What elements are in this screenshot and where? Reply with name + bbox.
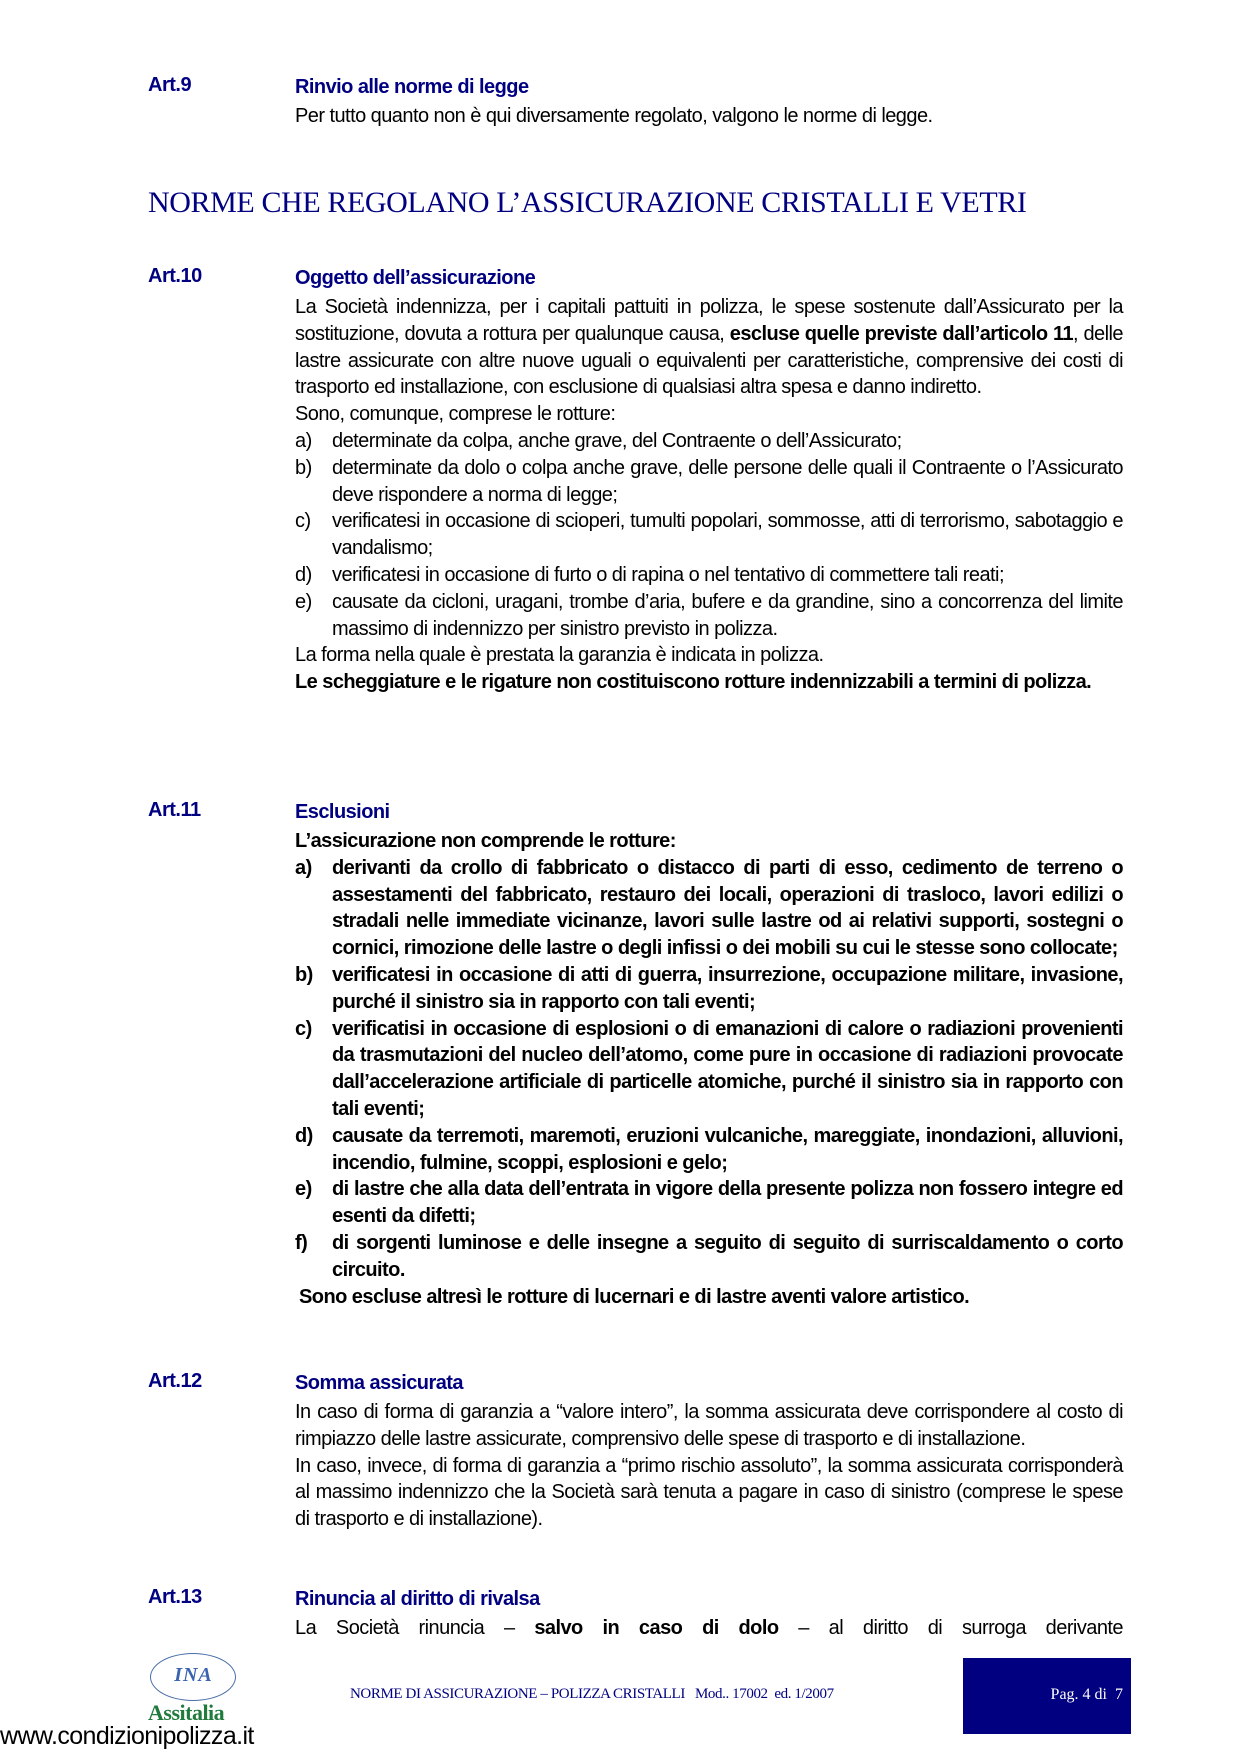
list-item-text: derivanti da crollo di fabbricato o distacco di parti di esso, cedimento de terreno o assestamenti del fabbricato, restauro dei locali, operazioni di trasloco, lavori edilizi o stradali nelle immediate vicinanze, lavori sulle lastre od ai relativi supporti, sostegni o cornici, rimozione delle lastre o degli infissi o dei mobili su cui le stesse sono collocate; [332,856,1123,960]
article-number: Art.13 [148,1586,202,1608]
body-bold-text: salvo in caso di dolo [534,1617,779,1639]
list-item [295,1123,1123,1177]
watermark-url[interactable]: www.condizionipolizza.it [0,1722,254,1750]
page-number: Pag. 4 di 7 [1050,1686,1123,1703]
list-item-label: c) [295,1017,312,1040]
logo-subtext: Assitalia [148,1700,225,1725]
list-item-text: di sorgenti luminose e delle insegne a seguito di seguito di surriscaldamento o corto circuito. [332,1231,1123,1281]
ina-logo [150,1653,238,1703]
article-body [295,1615,1123,1642]
article-number: Art.10 [148,265,202,287]
logo-text: INA [174,1664,213,1686]
list-item-text: verificatesi in occasione di scioperi, tumulti popolari, sommosse, atti di terrorismo, sabotaggio e vandalismo; [332,510,1123,560]
article-note-bold: Le scheggiature e le rigature non costituiscono rotture indennizzabili a termini di polizza. [295,671,1092,694]
body-bold-text: escluse quelle previste dall’articolo 11 [729,322,1074,345]
article-body [295,294,1123,401]
list-item-text: verificatesi in occasione di furto o di rapina o nel tentativo di commettere tali reati; [332,563,1004,586]
list-item [295,589,1123,643]
article-paragraph: In caso, invece, di forma di garanzia a “primo rischio assoluto”, la somma assicurata corrisponderà al massimo indennizzo che la Società sarà tenuta a pagare in caso di sinistro (comprese le spese di trasporto e di installazione). [295,1454,1123,1531]
list-intro: Sono, comunque, comprese le rotture: [295,403,616,426]
list-item-label: d) [295,1124,313,1147]
list-intro: L’assicurazione non comprende le rotture: [295,830,676,852]
list-item-label: a) [295,429,312,452]
body-text: – al diritto di surroga derivante [778,1617,1124,1639]
list-item [295,855,1123,962]
list-item-text: di lastre che alla data dell’entrata in vigore della presente polizza non fossero integre ed esenti da difetti; [332,1178,1123,1228]
list-item-text: verificatisi in occasione di esplosioni o di emanazioni di calore o radiazioni provenienti da trasmutazioni del nucleo dell’atomo, come pure in occasione di radiazioni provocate dall’accelerazione artificiale di particelle atomiche, purché il sinistro sia in rapporto con tali eventi; [332,1017,1123,1120]
list-item-text: causate da terremoti, maremoti, eruzioni vulcaniche, mareggiate, inondazioni, alluvioni, incendio, fulmine, scoppi, esplosioni e gelo; [332,1124,1123,1174]
list-item-text: causate da cicloni, uragani, trombe d’aria, bufere e da grandine, sino a concorrenza del limite massimo di indennizzo per sinistro previsto in polizza. [332,590,1123,640]
article-note: La forma nella quale è prestata la garanzia è indicata in polizza. [295,644,824,667]
list-item [295,1230,1123,1284]
article-title: Oggetto dell’assicurazione [295,267,536,289]
list-item [295,1176,1123,1230]
list-item-label: d) [295,563,312,586]
list-item-label: c) [295,510,311,533]
article-number: Art.12 [148,1370,202,1392]
body-text: La Società rinuncia – [295,1617,535,1639]
article-number: Art.11 [148,799,201,821]
page-number-box [963,1658,1131,1734]
list-item [295,508,1123,562]
footer-doc-title: NORME DI ASSICURAZIONE – POLIZZA CRISTALLI Mod.. 17002 ed. 1/2007 [350,1686,834,1702]
body-text: La Società indennizza, per i capitali pattuiti in polizza, le spese sostenute dall’Assicurato per la sostituzione, dovuta a rottura per qualunque causa, [295,296,1123,345]
list-item [295,455,1123,509]
list-item-label: b) [295,963,313,986]
list-item [295,962,1123,1016]
article-11 [295,796,1123,1310]
article-number: Art.9 [148,74,192,96]
list-item [295,428,1123,455]
article-title: Esclusioni [295,801,390,823]
list-item-label: e) [295,1178,312,1201]
article-12 [295,1367,1123,1533]
article-10 [295,262,1123,696]
article-note-bold: Sono escluse altresì le rotture di lucernari e di lastre aventi valore artistico. [299,1285,970,1308]
list-item-label: b) [295,456,312,479]
list-item-label: f) [295,1231,308,1254]
list-item-label: e) [295,590,312,613]
list-item-text: determinate da colpa, anche grave, del Contraente o dell’Assicurato; [332,429,902,452]
body-text: , delle lastre assicurate con altre nuove uguali o equivalenti per caratteristiche, comprensive dei costi di trasporto ed installazione, con esclusione di qualsiasi altra spesa e danno indiretto. [295,322,1123,399]
article-paragraph: In caso di forma di garanzia a “valore intero”, la somma assicurata deve corrispondere al costo di rimpiazzo delle lastre assicurate, comprensivo delle spese di trasporto e di installazione. [295,1401,1123,1450]
list-item-text: determinate da dolo o colpa anche grave, delle persone delle quali il Contraente o l’Assicurato deve rispondere a norma di legge; [332,456,1123,506]
article-9 [295,71,1123,130]
article-title: Rinvio alle norme di legge [295,76,529,98]
list-item [295,1016,1123,1123]
article-13 [295,1583,1123,1642]
article-body: Per tutto quanto non è qui diversamente regolato, valgono le norme di legge. [295,105,933,127]
list-item-label: a) [295,856,312,879]
section-heading: NORME CHE REGOLANO L’ASSICURAZIONE CRISTALLI E VETRI [148,186,1027,219]
list-item [295,562,1123,589]
article-title: Somma assicurata [295,1372,463,1394]
article-title: Rinuncia al diritto di rivalsa [295,1588,540,1610]
list-item-text: verificatesi in occasione di atti di guerra, insurrezione, occupazione militare, invasione, purché il sinistro sia in rapporto con tali eventi; [332,963,1123,1013]
